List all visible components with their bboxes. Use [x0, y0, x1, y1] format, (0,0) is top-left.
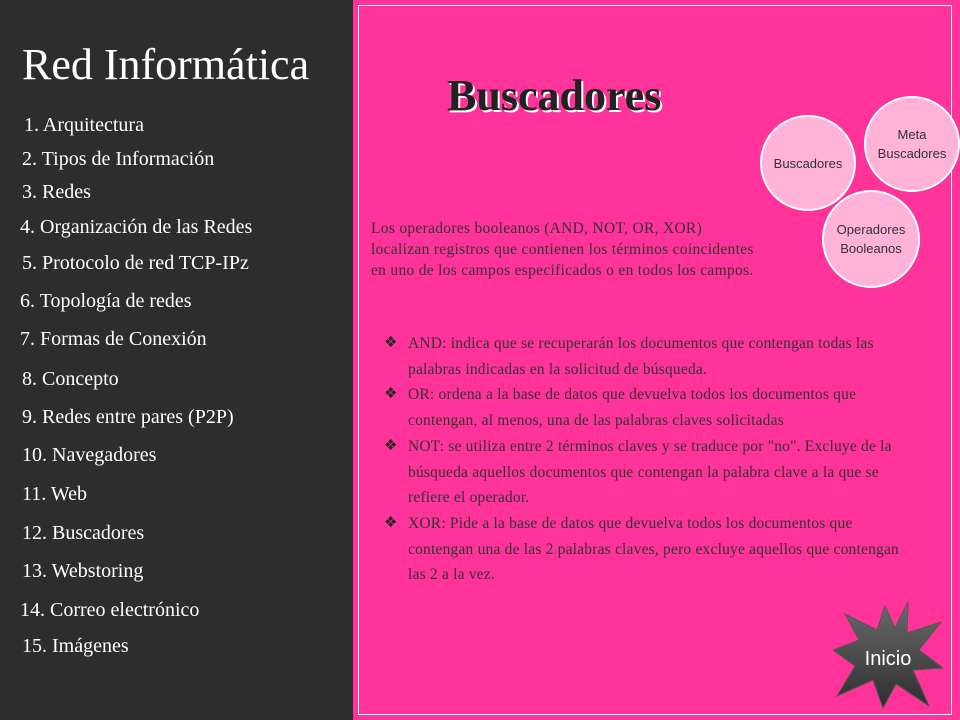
sidebar-item-organizacion-de-las-redes[interactable]: 4. Organización de las Redes: [20, 216, 253, 238]
bubble-operadores-booleanos: [822, 190, 920, 288]
app-title: Red Informática: [22, 40, 310, 89]
bubble-operadores-line2: Booleanos: [840, 241, 902, 256]
intro-paragraph: Los operadores booleanos (AND, NOT, OR, XOR) localizan registros que contienen los términos coincidentes en uno de los campos especificados o en todos los campos.: [371, 220, 754, 279]
sidebar-item-redes-p2p[interactable]: 9. Redes entre pares (P2P): [22, 406, 234, 428]
sidebar-item-concepto[interactable]: 8. Concepto: [22, 368, 119, 390]
operator-xor-text: XOR: Pide a la base de datos que devuelva todos los documentos que contengan una de las 2 palabras claves, pero excluye aquellos que contengan las 2 a la vez.: [408, 514, 900, 584]
operators-list: [380, 331, 920, 588]
list-item: [380, 331, 920, 382]
sidebar-item-imagenes[interactable]: 15. Imágenes: [22, 635, 129, 657]
bubble-buscadores: [760, 115, 856, 211]
operator-or-text: OR: ordena a la base de datos que devuelva todos los documentos que contengan, al menos, una de las palabras claves solicitadas: [408, 386, 857, 430]
sidebar-item-buscadores[interactable]: 12. Buscadores: [22, 522, 145, 544]
sidebar-item-protocolo-tcp-ip[interactable]: 5. Protocolo de red TCP-IPz: [22, 252, 249, 274]
diamond-bullet-icon: ❖: [384, 514, 398, 531]
sidebar-item-redes[interactable]: 3. Redes: [22, 181, 91, 203]
bubble-meta-buscadores: [864, 96, 960, 192]
sidebar-item-arquitectura[interactable]: 1. Arquitectura: [24, 114, 144, 136]
bubble-meta-line2: Buscadores: [877, 146, 947, 161]
sidebar-item-correo-electronico[interactable]: 14. Correo electrónico: [20, 599, 200, 621]
list-item: [380, 434, 920, 511]
diamond-bullet-icon: ❖: [384, 386, 398, 403]
sidebar-item-topologia-de-redes[interactable]: 6. Topología de redes: [20, 290, 192, 312]
sidebar-item-tipos-de-informacion[interactable]: 2. Tipos de Información: [22, 148, 215, 170]
sidebar-item-formas-de-conexion[interactable]: 7. Formas de Conexión: [20, 328, 207, 350]
diamond-bullet-icon: ❖: [384, 437, 398, 454]
bubble-meta-line1: Meta: [897, 127, 927, 142]
diamond-bullet-icon: ❖: [384, 335, 398, 351]
page-title: Buscadores: [447, 71, 662, 120]
sidebar-item-web[interactable]: 11. Web: [22, 483, 88, 505]
inicio-button[interactable]: [833, 600, 943, 710]
sidebar-item-navegadores[interactable]: 10. Navegadores: [22, 444, 157, 466]
operator-and-text: AND: indica que se recuperarán los documentos que contengan todas las palabras indicadas en la solicitud de búsqueda.: [408, 335, 874, 378]
sidebar: [0, 0, 353, 720]
inicio-button-label: Inicio: [864, 648, 912, 670]
operator-not-text: NOT: se utiliza entre 2 términos claves y se traduce por "no". Excluye de la búsqueda aquellos documentos que contengan la palabra clave a la que se refiere el operador.: [408, 437, 892, 507]
bubble-operadores-line1: Operadores: [836, 222, 906, 237]
bubble-buscadores-label: Buscadores: [773, 155, 843, 171]
list-item: [380, 382, 920, 433]
list-item: [380, 511, 920, 588]
sidebar-item-webstoring[interactable]: 13. Webstoring: [22, 560, 144, 582]
